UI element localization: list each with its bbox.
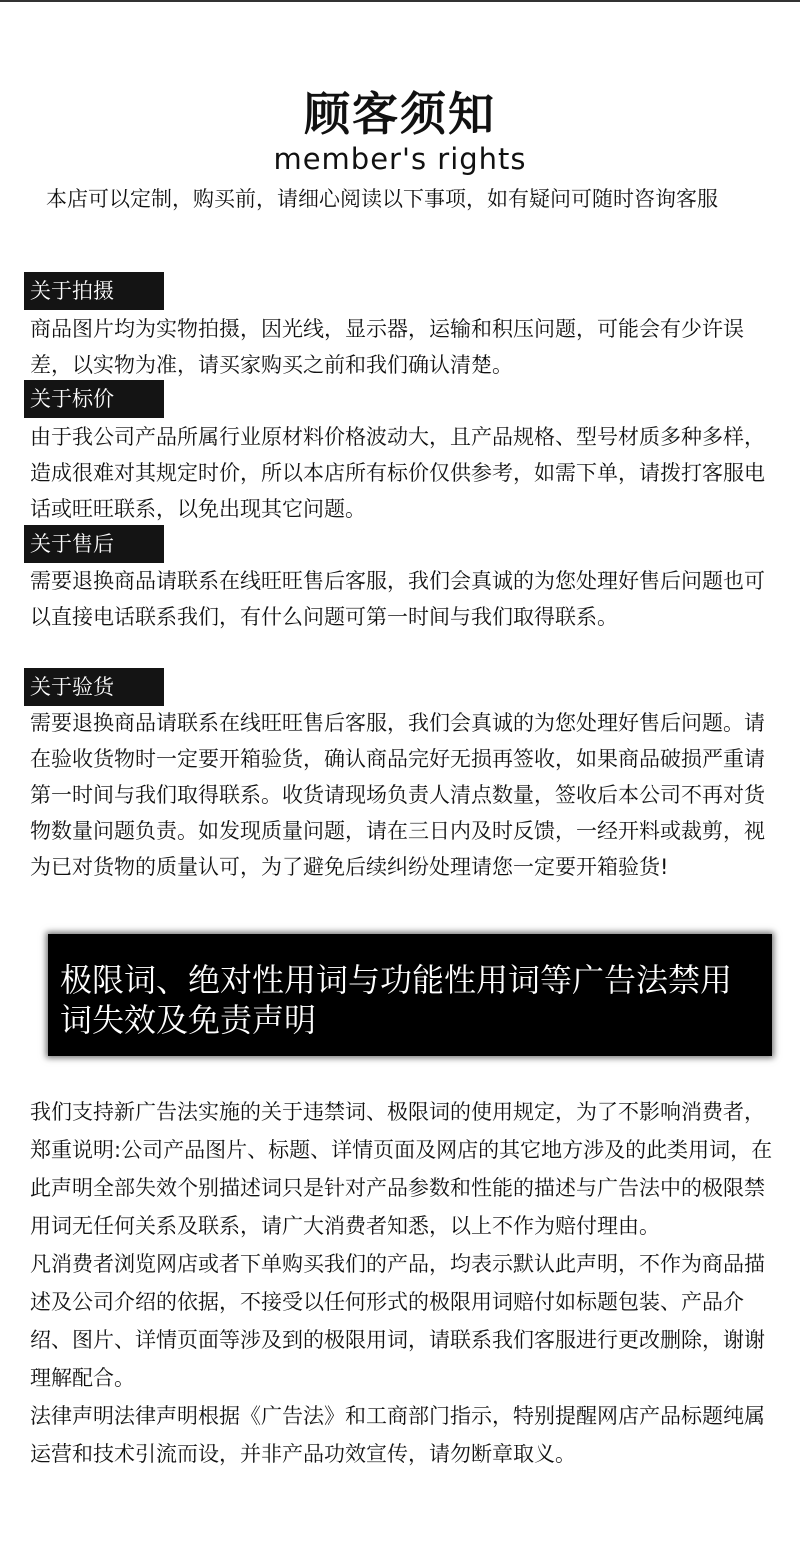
section-label-photography: 关于拍摄 [24,272,164,310]
disclaimer-paragraph: 凡消费者浏览网店或者下单购买我们的产品，均表示默认此声明，不作为商品描述及公司介绍的依据，不接受以任何形式的极限用词赔付如标题包装、产品介绍、图片、详情页面等涉及到的极限用词，请联系我们客服进行更改删除，谢谢理解配合。 [30,1252,765,1390]
section-text-after-sales: 需要退换商品请联系在线旺旺售后客服，我们会真诚的为您处理好售后问题也可以直接电话联系我们，有什么问题可第一时间与我们取得联系。 [30,569,765,629]
intro-text: 本店可以定制，购买前，请细心阅读以下事项，如有疑问可随时咨询客服 [46,187,718,211]
disclaimer-paragraph: 我们支持新广告法实施的关于违禁词、极限词的使用规定，为了不影响消费者，郑重说明:公司产品图片、标题、详情页面及网店的其它地方涉及的此类用词，在此声明全部失效个别描述词只是针对产品参数和性能的描述与广告法中的极限禁用词无任何关系及联系，请广大消费者知悉，以上不作为赔付理由。 [30,1100,773,1238]
section-label-after-sales: 关于售后 [24,525,164,563]
page-title: 顾客须知 [304,87,496,141]
disclaimer-banner [48,934,772,1056]
section-label-inspection: 关于验货 [24,668,164,706]
disclaimer-paragraph: 法律声明法律声明根据《广告法》和工商部门指示，特别提醒网店产品标题纯属运营和技术引流而设，并非产品功效宣传，请勿断章取义。 [30,1404,765,1466]
section-text-photography: 商品图片均为实物拍摄，因光线，显示器，运输和积压问题，可能会有少许误差，以实物为准，请买家购买之前和我们确认清楚。 [30,317,744,377]
section-text-inspection: 需要退换商品请联系在线旺旺售后客服，我们会真诚的为您处理好售后问题。请在验收货物时一定要开箱验货，确认商品完好无损再签收，如果商品破损严重请第一时间与我们取得联系。收货请现场负责人清点数量，签收后本公司不再对货物数量问题负责。如发现质量问题，请在三日内及时反馈，一经开料或裁剪，视为已对货物的质量认可，为了避免后续纠纷处理请您一定要开箱验货! [30,711,765,879]
disclaimer-body [30,1093,775,1473]
disclaimer-banner-text: 极限词、绝对性用词与功能性用词等广告法禁用词失效及免责声明 [60,961,733,1039]
section-text-pricing: 由于我公司产品所属行业原材料价格波动大，且产品规格、型号材质多种多样，造成很难对其规定时价，所以本店所有标价仅供参考，如需下单，请拨打客服电话或旺旺联系，以免出现其它问题。 [30,425,765,521]
page-subtitle: member's rights [273,142,527,176]
top-divider [0,0,800,2]
section-label-pricing: 关于标价 [24,380,164,418]
